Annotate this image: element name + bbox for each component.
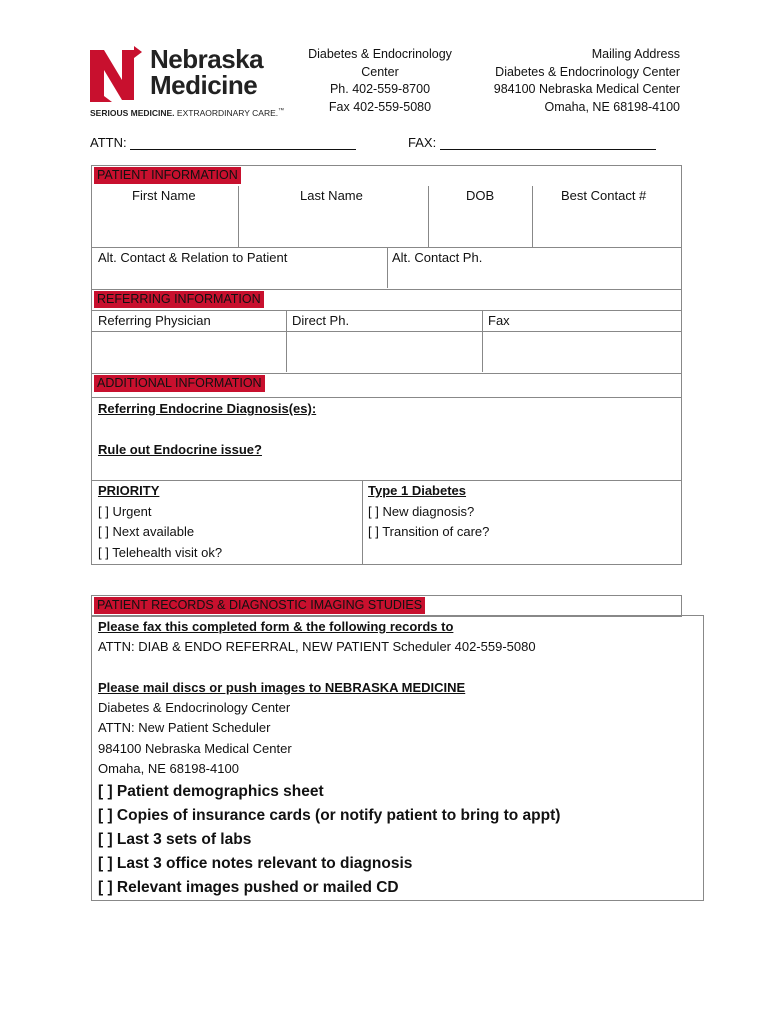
- fax-records-line: ATTN: DIAB & ENDO REFERRAL, NEW PATIENT Scheduler 402-559-5080: [98, 639, 536, 654]
- diagnosis-label: Referring Endocrine Diagnosis(es):: [98, 401, 317, 416]
- mail-line-3: 984100 Nebraska Medical Center: [98, 741, 292, 756]
- checklist-demographics[interactable]: [ ] Patient demographics sheet: [98, 783, 324, 800]
- rule-out-label: Rule out Endocrine issue?: [98, 442, 262, 457]
- last-name-label: Last Name: [300, 188, 363, 203]
- direct-phone-label: Direct Ph.: [292, 313, 350, 328]
- brand-trademark: ™: [278, 108, 285, 115]
- brand-name-line2: Medicine: [150, 70, 258, 100]
- patient-info-header: PATIENT INFORMATION: [94, 167, 241, 184]
- mailing-address: Mailing Address Diabetes & Endocrinology Center 984100 Nebraska Medical Center Omaha, NE 68198-4100: [493, 47, 680, 114]
- records-header: PATIENT RECORDS & DIAGNOSTIC IMAGING STUDIES: [94, 597, 425, 614]
- brand-tagline: SERIOUS MEDICINE. EXTRAORDINARY CARE.™: [90, 108, 285, 118]
- brand-name-line1: Nebraska: [150, 44, 264, 74]
- checklist-labs[interactable]: [ ] Last 3 sets of labs: [98, 831, 252, 848]
- checklist-office-notes[interactable]: [ ] Last 3 office notes relevant to diagnosis: [98, 855, 413, 872]
- alt-contact-label: Alt. Contact & Relation to Patient: [98, 250, 288, 265]
- priority-telehealth-checkbox[interactable]: [ ] Telehealth visit ok?: [98, 545, 223, 560]
- referring-fax-label: Fax: [488, 313, 510, 328]
- type1-diabetes-label: Type 1 Diabetes: [368, 483, 467, 498]
- fax-field[interactable]: FAX:: [408, 135, 656, 150]
- mail-line-1: Diabetes & Endocrinology Center: [98, 700, 291, 715]
- priority-next-available-checkbox[interactable]: [ ] Next available: [98, 524, 195, 539]
- transition-of-care-checkbox[interactable]: [ ] Transition of care?: [368, 524, 490, 539]
- clinic-contact: Diabetes & Endocrinology Center Ph. 402-559-8700 Fax 402-559-5080: [308, 47, 452, 114]
- checklist-insurance[interactable]: [ ] Copies of insurance cards (or notify patient to bring to appt): [98, 807, 561, 824]
- fax-records-heading: Please fax this completed form & the following records to: [98, 619, 454, 634]
- alt-contact-phone-label: Alt. Contact Ph.: [392, 250, 483, 265]
- best-contact-label: Best Contact #: [561, 188, 647, 203]
- first-name-label: First Name: [132, 188, 196, 203]
- dob-label: DOB: [466, 188, 495, 203]
- mail-line-2: ATTN: New Patient Scheduler: [98, 720, 271, 735]
- referring-physician-label: Referring Physician: [98, 313, 211, 328]
- priority-urgent-checkbox[interactable]: [ ] Urgent: [98, 504, 152, 519]
- new-diagnosis-checkbox[interactable]: [ ] New diagnosis?: [368, 504, 475, 519]
- attn-field[interactable]: ATTN:: [90, 135, 356, 150]
- checklist-images[interactable]: [ ] Relevant images pushed or mailed CD: [98, 879, 399, 896]
- additional-header: ADDITIONAL INFORMATION: [94, 375, 265, 392]
- mail-heading: Please mail discs or push images to NEBRASKA MEDICINE: [98, 680, 466, 695]
- mail-line-4: Omaha, NE 68198-4100: [98, 761, 239, 776]
- referring-header: REFERRING INFORMATION: [94, 291, 264, 308]
- logo-mark-icon: [88, 44, 144, 104]
- priority-label: PRIORITY: [98, 483, 160, 498]
